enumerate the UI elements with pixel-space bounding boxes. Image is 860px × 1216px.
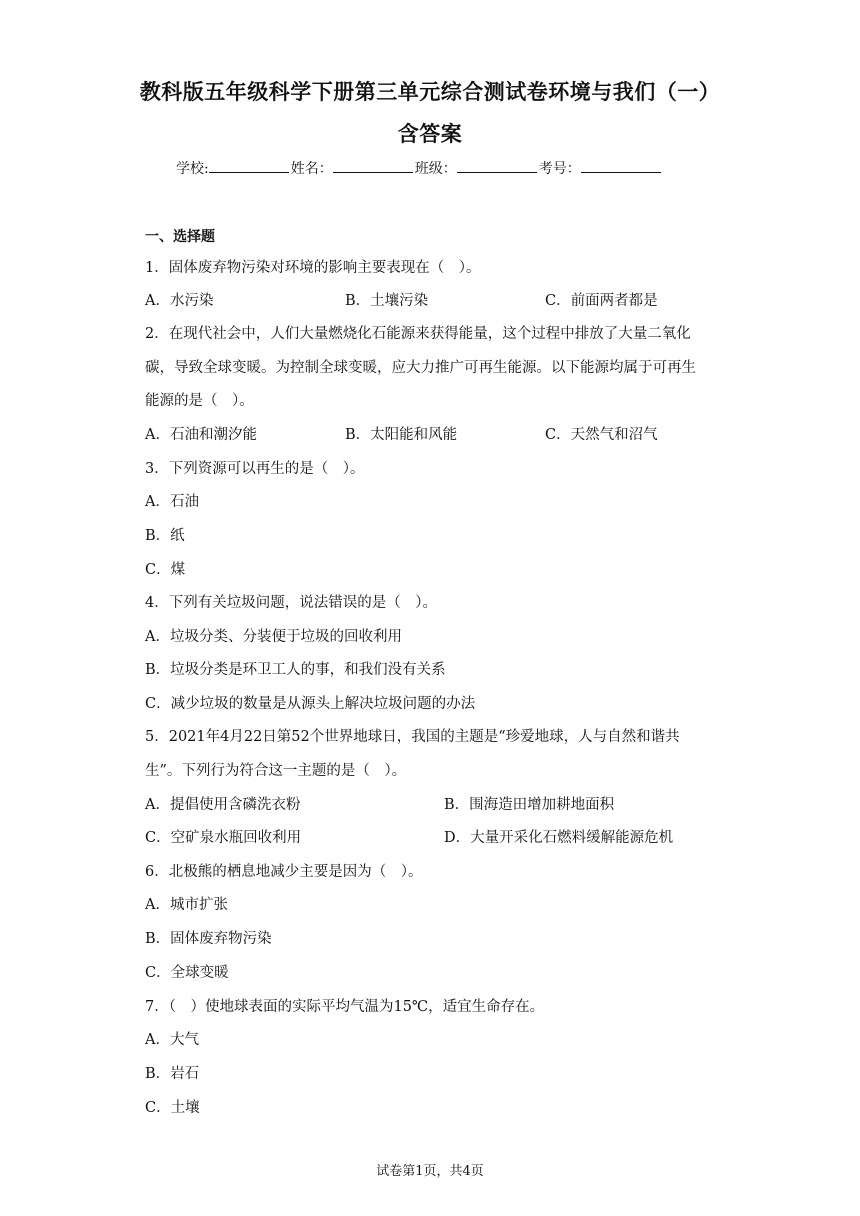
question-4-option-c[interactable]: C．减少垃圾的数量是从源头上解决垃圾问题的办法: [145, 696, 476, 712]
question-5-option-b[interactable]: B．围海造田增加耕地面积: [444, 797, 615, 813]
question-7-option-c[interactable]: C．土壤: [145, 1100, 200, 1116]
question-3-stem: 3．下列资源可以再生的是（ ）。: [145, 461, 365, 477]
question-2-stem-line-2: 碳，导致全球变暖。为控制全球变暖，应大力推广可再生能源。以下能源均属于可再生: [145, 360, 696, 376]
question-1-option-b[interactable]: B．土壤污染: [345, 293, 429, 309]
question-6-option-b[interactable]: B．固体废弃物污染: [145, 931, 272, 947]
class-label: 班级：: [414, 161, 457, 177]
question-6-option-a[interactable]: A．城市扩张: [145, 897, 228, 913]
name-blank[interactable]: [333, 158, 413, 173]
question-4-option-a[interactable]: A．垃圾分类、分装便于垃圾的回收利用: [145, 629, 402, 645]
question-3-option-c[interactable]: C．煤: [145, 562, 186, 578]
page-footer: 试卷第1页，共4页: [376, 1164, 484, 1179]
exam-number-blank[interactable]: [581, 158, 661, 173]
question-3-option-a[interactable]: A．石油: [145, 494, 199, 510]
school-blank[interactable]: [209, 158, 289, 173]
question-6-option-c[interactable]: C．全球变暖: [145, 965, 229, 981]
question-2-option-b[interactable]: B．太阳能和风能: [345, 427, 458, 443]
question-1-stem: 1．固体废弃物污染对环境的影响主要表现在（ ）。: [145, 260, 481, 276]
student-info-row: [176, 158, 663, 178]
section-title: 一、选择题: [145, 229, 215, 245]
question-2-option-a[interactable]: A．石油和潮汐能: [145, 427, 257, 443]
question-1-option-a[interactable]: A．水污染: [145, 293, 214, 309]
question-6-stem: 6．北极熊的栖息地减少主要是因为（ ）。: [145, 864, 423, 880]
school-label: 学校:: [176, 161, 209, 177]
question-2-stem-line-3: 能源的是（ ）。: [145, 393, 254, 409]
question-7-option-a[interactable]: A．大气: [145, 1032, 199, 1048]
question-3-option-b[interactable]: B．纸: [145, 528, 185, 544]
question-2-option-c[interactable]: C．天然气和沼气: [545, 427, 658, 443]
question-5-stem-line-2: 生”。下列行为符合这一主题的是（ ）。: [145, 763, 407, 779]
exam-number-label: 考号：: [538, 161, 581, 177]
name-label: 姓名：: [290, 161, 333, 177]
question-4-stem: 4．下列有关垃圾问题，说法错误的是（ ）。: [145, 595, 437, 611]
question-7-option-b[interactable]: B．岩石: [145, 1066, 200, 1082]
question-7-stem: 7．（ ）使地球表面的实际平均气温为15℃，适宜生命存在。: [145, 999, 545, 1015]
exam-title-line-1: 教科版五年级科学下册第三单元综合测试卷环境与我们（一）: [139, 80, 721, 104]
question-2-stem-line-1: 2．在现代社会中，人们大量燃烧化石能源来获得能量，这个过程中排放了大量二氧化: [145, 326, 691, 342]
question-5-option-c[interactable]: C．空矿泉水瓶回收利用: [145, 830, 302, 846]
question-1-option-c[interactable]: C．前面两者都是: [545, 293, 658, 309]
question-5-option-a[interactable]: A．提倡使用含磷洗衣粉: [145, 797, 301, 813]
question-5-option-d[interactable]: D．大量开采化石燃料缓解能源危机: [444, 830, 674, 846]
question-4-option-b[interactable]: B．垃圾分类是环卫工人的事，和我们没有关系: [145, 662, 446, 678]
exam-title-line-2: 含答案: [397, 122, 463, 146]
question-5-stem-line-1: 5．2021年4月22日第52个世界地球日，我国的主题是“珍爱地球，人与自然和谐共: [145, 729, 680, 745]
class-blank[interactable]: [457, 158, 537, 173]
